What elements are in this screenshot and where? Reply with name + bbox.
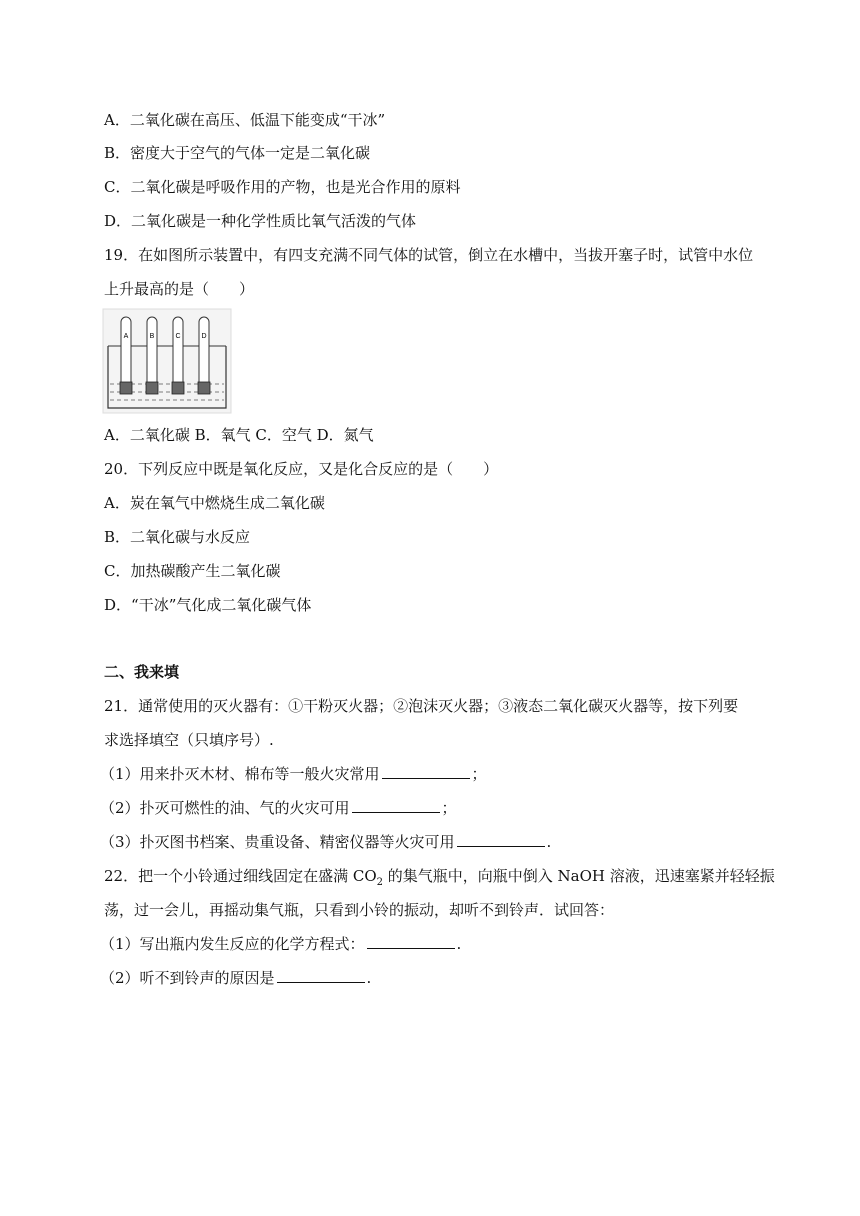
q21-part3-end: . bbox=[546, 833, 552, 851]
q22-line1-post: 的集气瓶中，向瓶中倒入 NaOH 溶液，迅速塞紧并轻轻振 bbox=[383, 867, 775, 885]
q19-options: A．二氧化碳 B．氧气 C．空气 D．氮气 bbox=[104, 426, 374, 444]
q18-option-d: D．二氧化碳是一种化学性质比氧气活泼的气体 bbox=[104, 212, 417, 230]
tube-c bbox=[172, 317, 184, 394]
q20-stem: 20．下列反应中既是氧化反应，又是化合反应的是（ ） bbox=[104, 460, 499, 478]
q21-part3-blank[interactable] bbox=[457, 832, 545, 847]
tube-label-d: D bbox=[201, 333, 207, 340]
q19-stem-line1: 19．在如图所示装置中，有四支充满不同气体的试管，倒立在水槽中，当拔开塞子时，试管中水位 bbox=[104, 246, 754, 264]
q22-line1-pre: 22．把一个小铃通过细线固定在盛满 CO bbox=[104, 867, 377, 885]
q21-part2 bbox=[100, 798, 457, 818]
tube-b bbox=[146, 317, 158, 394]
q22-part2 bbox=[100, 968, 371, 988]
tube-label-b: B bbox=[149, 333, 155, 340]
q19-stem-line2: 上升最高的是（ ） bbox=[104, 280, 255, 298]
section-title: 二、我来填 bbox=[104, 663, 180, 681]
q21-part1-text: （1）用来扑灭木材、棉布等一般火灾常用 bbox=[100, 765, 380, 783]
q22-stem-line1 bbox=[104, 866, 775, 893]
tube-label-a: A bbox=[123, 333, 129, 340]
test-tube-apparatus-figure bbox=[102, 308, 232, 414]
tube-label-c: C bbox=[175, 333, 181, 340]
q21-stem-line1: 21．通常使用的灭火器有：①干粉灭火器；②泡沫灭火器；③液态二氧化碳灭火器等，按下列要 bbox=[104, 697, 739, 715]
tube-a bbox=[120, 317, 132, 394]
q21-part2-blank[interactable] bbox=[352, 798, 440, 813]
q21-part3 bbox=[100, 832, 551, 852]
q22-co2-subscript: 2 bbox=[376, 877, 384, 888]
q22-part2-blank[interactable] bbox=[277, 968, 365, 983]
q22-part2-text: （2）听不到铃声的原因是 bbox=[100, 969, 275, 987]
q20-option-c: C．加热碳酸产生二氧化碳 bbox=[104, 562, 281, 580]
q22-part1-end: . bbox=[456, 935, 462, 953]
q20-option-a: A．炭在氧气中燃烧生成二氧化碳 bbox=[104, 494, 325, 512]
q21-part2-text: （2）扑灭可燃性的油、气的火灾可用 bbox=[100, 799, 350, 817]
q21-part1-end: ； bbox=[471, 765, 487, 783]
q20-option-b: B．二氧化碳与水反应 bbox=[104, 528, 251, 546]
q21-part3-text: （3）扑灭图书档案、贵重设备、精密仪器等火灾可用 bbox=[100, 833, 455, 851]
q21-part1 bbox=[100, 764, 487, 784]
q22-part1 bbox=[100, 934, 461, 954]
q18-option-c: C．二氧化碳是呼吸作用的产物，也是光合作用的原料 bbox=[104, 178, 461, 196]
q21-stem-line2: 求选择填空（只填序号）. bbox=[104, 731, 274, 749]
q22-part2-end: . bbox=[366, 969, 372, 987]
q22-part1-text: （1）写出瓶内发生反应的化学方程式： bbox=[100, 935, 365, 953]
q18-option-a: A．二氧化碳在高压、低温下能变成“干冰” bbox=[104, 111, 386, 129]
q18-option-b: B．密度大于空气的气体一定是二氧化碳 bbox=[104, 144, 371, 162]
q22-part1-blank[interactable] bbox=[367, 934, 455, 949]
q21-part1-blank[interactable] bbox=[382, 764, 470, 779]
q21-part2-end: ； bbox=[441, 799, 457, 817]
q22-stem-line2: 荡，过一会儿，再摇动集气瓶，只看到小铃的振动，却听不到铃声．试回答： bbox=[104, 901, 615, 919]
tube-d bbox=[198, 317, 210, 394]
q20-option-d: D．“干冰”气化成二氧化碳气体 bbox=[104, 596, 312, 614]
